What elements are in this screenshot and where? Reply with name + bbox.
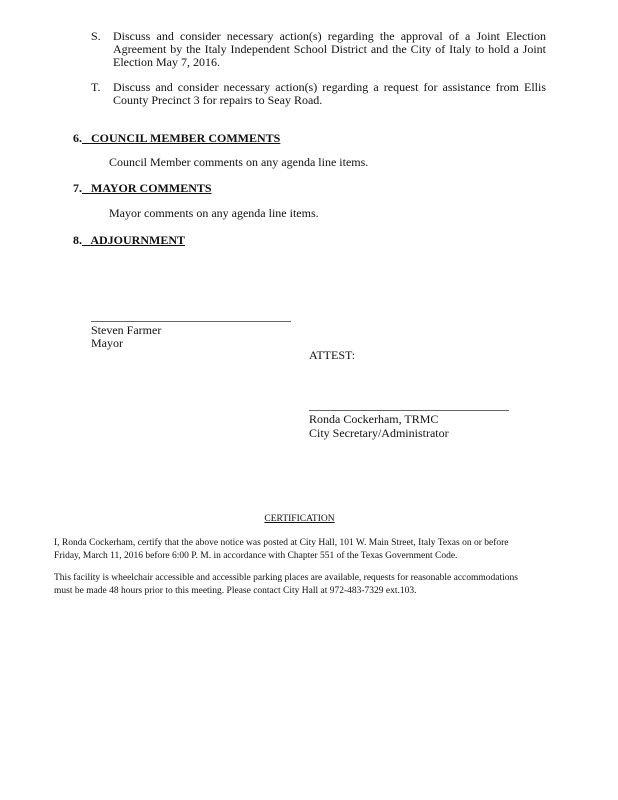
heading-underline-gap [82,131,91,145]
section-title: COUNCIL MEMBER COMMENTS [91,131,281,145]
secretary-title: City Secretary/Administrator [309,426,449,440]
section-heading-adjournment [73,234,185,247]
section-number: 7. [73,181,82,195]
attest-label: ATTEST: [309,348,356,362]
agenda-item-letter-s: S. [91,29,101,43]
section-number: 6. [73,131,82,145]
certification-heading: CERTIFICATION [264,514,335,524]
certification-statement: I, Ronda Cockerham, certify that the above notice was posted at City Hall, 101 W. Main Street, Italy Texas on or before Friday, March 11, 2016 before 6:00 P. M. in accordance with Chapter 551 of the Texas Government Code. [54,538,509,561]
secretary-signature-line [309,410,509,411]
section-heading-mayor-comments [73,182,212,195]
mayor-signature-line [91,321,291,322]
agenda-item-text-s: Discuss and consider necessary action(s) regarding the approval of a Joint Election Agreement by the Italy Independent School District and the City of Italy to hold a Joint Election May 7, 2016. [113,29,546,69]
section-heading-council-member-comments [73,132,280,145]
accessibility-notice: This facility is wheelchair accessible and accessible parking places are available, requests for reasonable accommodations must be made 48 hours prior to this meeting. Please contact City Hall at 972-483-7329 ext.103. [54,573,518,596]
heading-underline-gap [82,181,91,195]
section-body-mayor-comments: Mayor comments on any agenda line items. [109,206,319,220]
section-title: MAYOR COMMENTS [91,181,212,195]
agenda-item-letter-t: T. [91,80,101,94]
secretary-name: Ronda Cockerham, TRMC [309,412,439,426]
section-number: 8. [73,233,82,247]
mayor-name: Steven Farmer [91,323,162,337]
agenda-item-text-t: Discuss and consider necessary action(s) regarding a request for assistance from Ellis County Precinct 3 for repairs to Seay Road. [113,80,546,107]
mayor-title: Mayor [91,336,123,350]
section-title: ADJOURNMENT [90,233,186,247]
section-body-council-member-comments: Council Member comments on any agenda line items. [109,155,369,169]
